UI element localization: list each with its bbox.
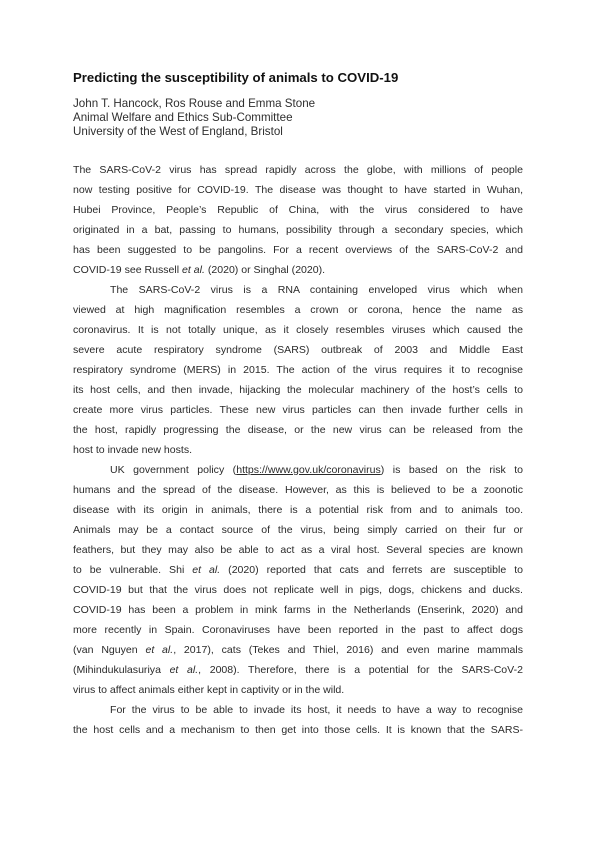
body-line: Hubei Province, People’s Republic of China, with the virus considered to have <box>73 204 523 216</box>
body-line: For the virus to be able to invade its host, it needs to have a way to recognise <box>110 704 523 716</box>
affiliation-university: University of the West of England, Bristol <box>73 125 283 138</box>
body-line: to be vulnerable. Shi et al. (2020) reported that cats and ferrets are susceptible to <box>73 564 523 576</box>
body-line: disease with its origin in animals, there is a potential risk from and to animals too. <box>73 504 523 516</box>
body-line: COVID-19 has been a problem in mink farms in the Netherlands (Enserink, 2020) and <box>73 604 523 616</box>
body-line: host to invade new hosts. <box>73 444 193 456</box>
body-line: The SARS-CoV-2 virus has spread rapidly across the globe, with millions of people <box>73 164 523 176</box>
author-list: John T. Hancock, Ros Rouse and Emma Stone <box>73 97 316 110</box>
body-line: COVID-19 see Russell et al. (2020) or Singhal (2020). <box>73 264 326 276</box>
body-line: severe acute respiratory syndrome (SARS) outbreak of 2003 and Middle East <box>73 344 523 356</box>
paper-title: Predicting the susceptibility of animals to COVID-19 <box>73 70 399 85</box>
body-line: humans and the spread of the disease. However, as this is believed to be a zoonotic <box>73 484 523 496</box>
body-line: the host, rapidly progressing the disease, or the new virus can be released from the <box>73 424 523 436</box>
body-line: coronavirus. It is not totally unique, as it closely resembles viruses which caused the <box>73 324 523 336</box>
body-line: virus to affect animals either kept in captivity or in the wild. <box>73 684 345 696</box>
affiliation-committee: Animal Welfare and Ethics Sub-Committee <box>73 111 293 124</box>
body-line: has been suggested to be pangolins. For a recent overviews of the SARS-CoV-2 and <box>73 244 523 256</box>
body-line: more recently in Spain. Coronaviruses have been reported in the past to affect dogs <box>73 624 523 636</box>
body-line: its host cells, and then invade, hijacking the molecular machinery of the host’s cells to <box>73 384 523 396</box>
body-line: now testing positive for COVID-19. The disease was thought to have started in Wuhan, <box>73 184 523 196</box>
body-line: UK government policy (https://www.gov.uk/coronavirus) is based on the risk to <box>110 464 523 476</box>
body-line: (Mihindukulasuriya et al., 2008). Therefore, there is a potential for the SARS-CoV-2 <box>73 664 524 676</box>
body-line: feathers, but they may also be able to act as a viral host. Several species are known <box>73 544 523 556</box>
body-line: viewed at high magnification resembles a crown or corona, hence the name as <box>73 304 523 316</box>
body-line: (van Nguyen et al., 2017), cats (Tekes and Thiel, 2016) and even marine mammals <box>73 644 523 656</box>
body-line: originated in a bat, passing to humans, possibility through a secondary species, which <box>73 224 523 236</box>
body-line: respiratory syndrome (MERS) in 2015. The action of the virus requires it to recognise <box>73 364 523 376</box>
body-line: COVID-19 but that the virus does not replicate well in pigs, dogs, chickens and ducks. <box>73 584 523 596</box>
gov-uk-coronavirus-link[interactable]: https://www.gov.uk/coronavirus <box>236 464 381 476</box>
body-line: create more virus particles. These new virus particles can then invade further cells in <box>73 404 523 416</box>
body-line: Animals may be a contact source of the virus, being simply carried on their fur or <box>73 524 523 536</box>
body-line: the host cells and a mechanism to then get into those cells. It is known that the SARS- <box>73 724 523 736</box>
body-line: The SARS-CoV-2 virus is a RNA containing enveloped virus which when <box>110 284 523 296</box>
